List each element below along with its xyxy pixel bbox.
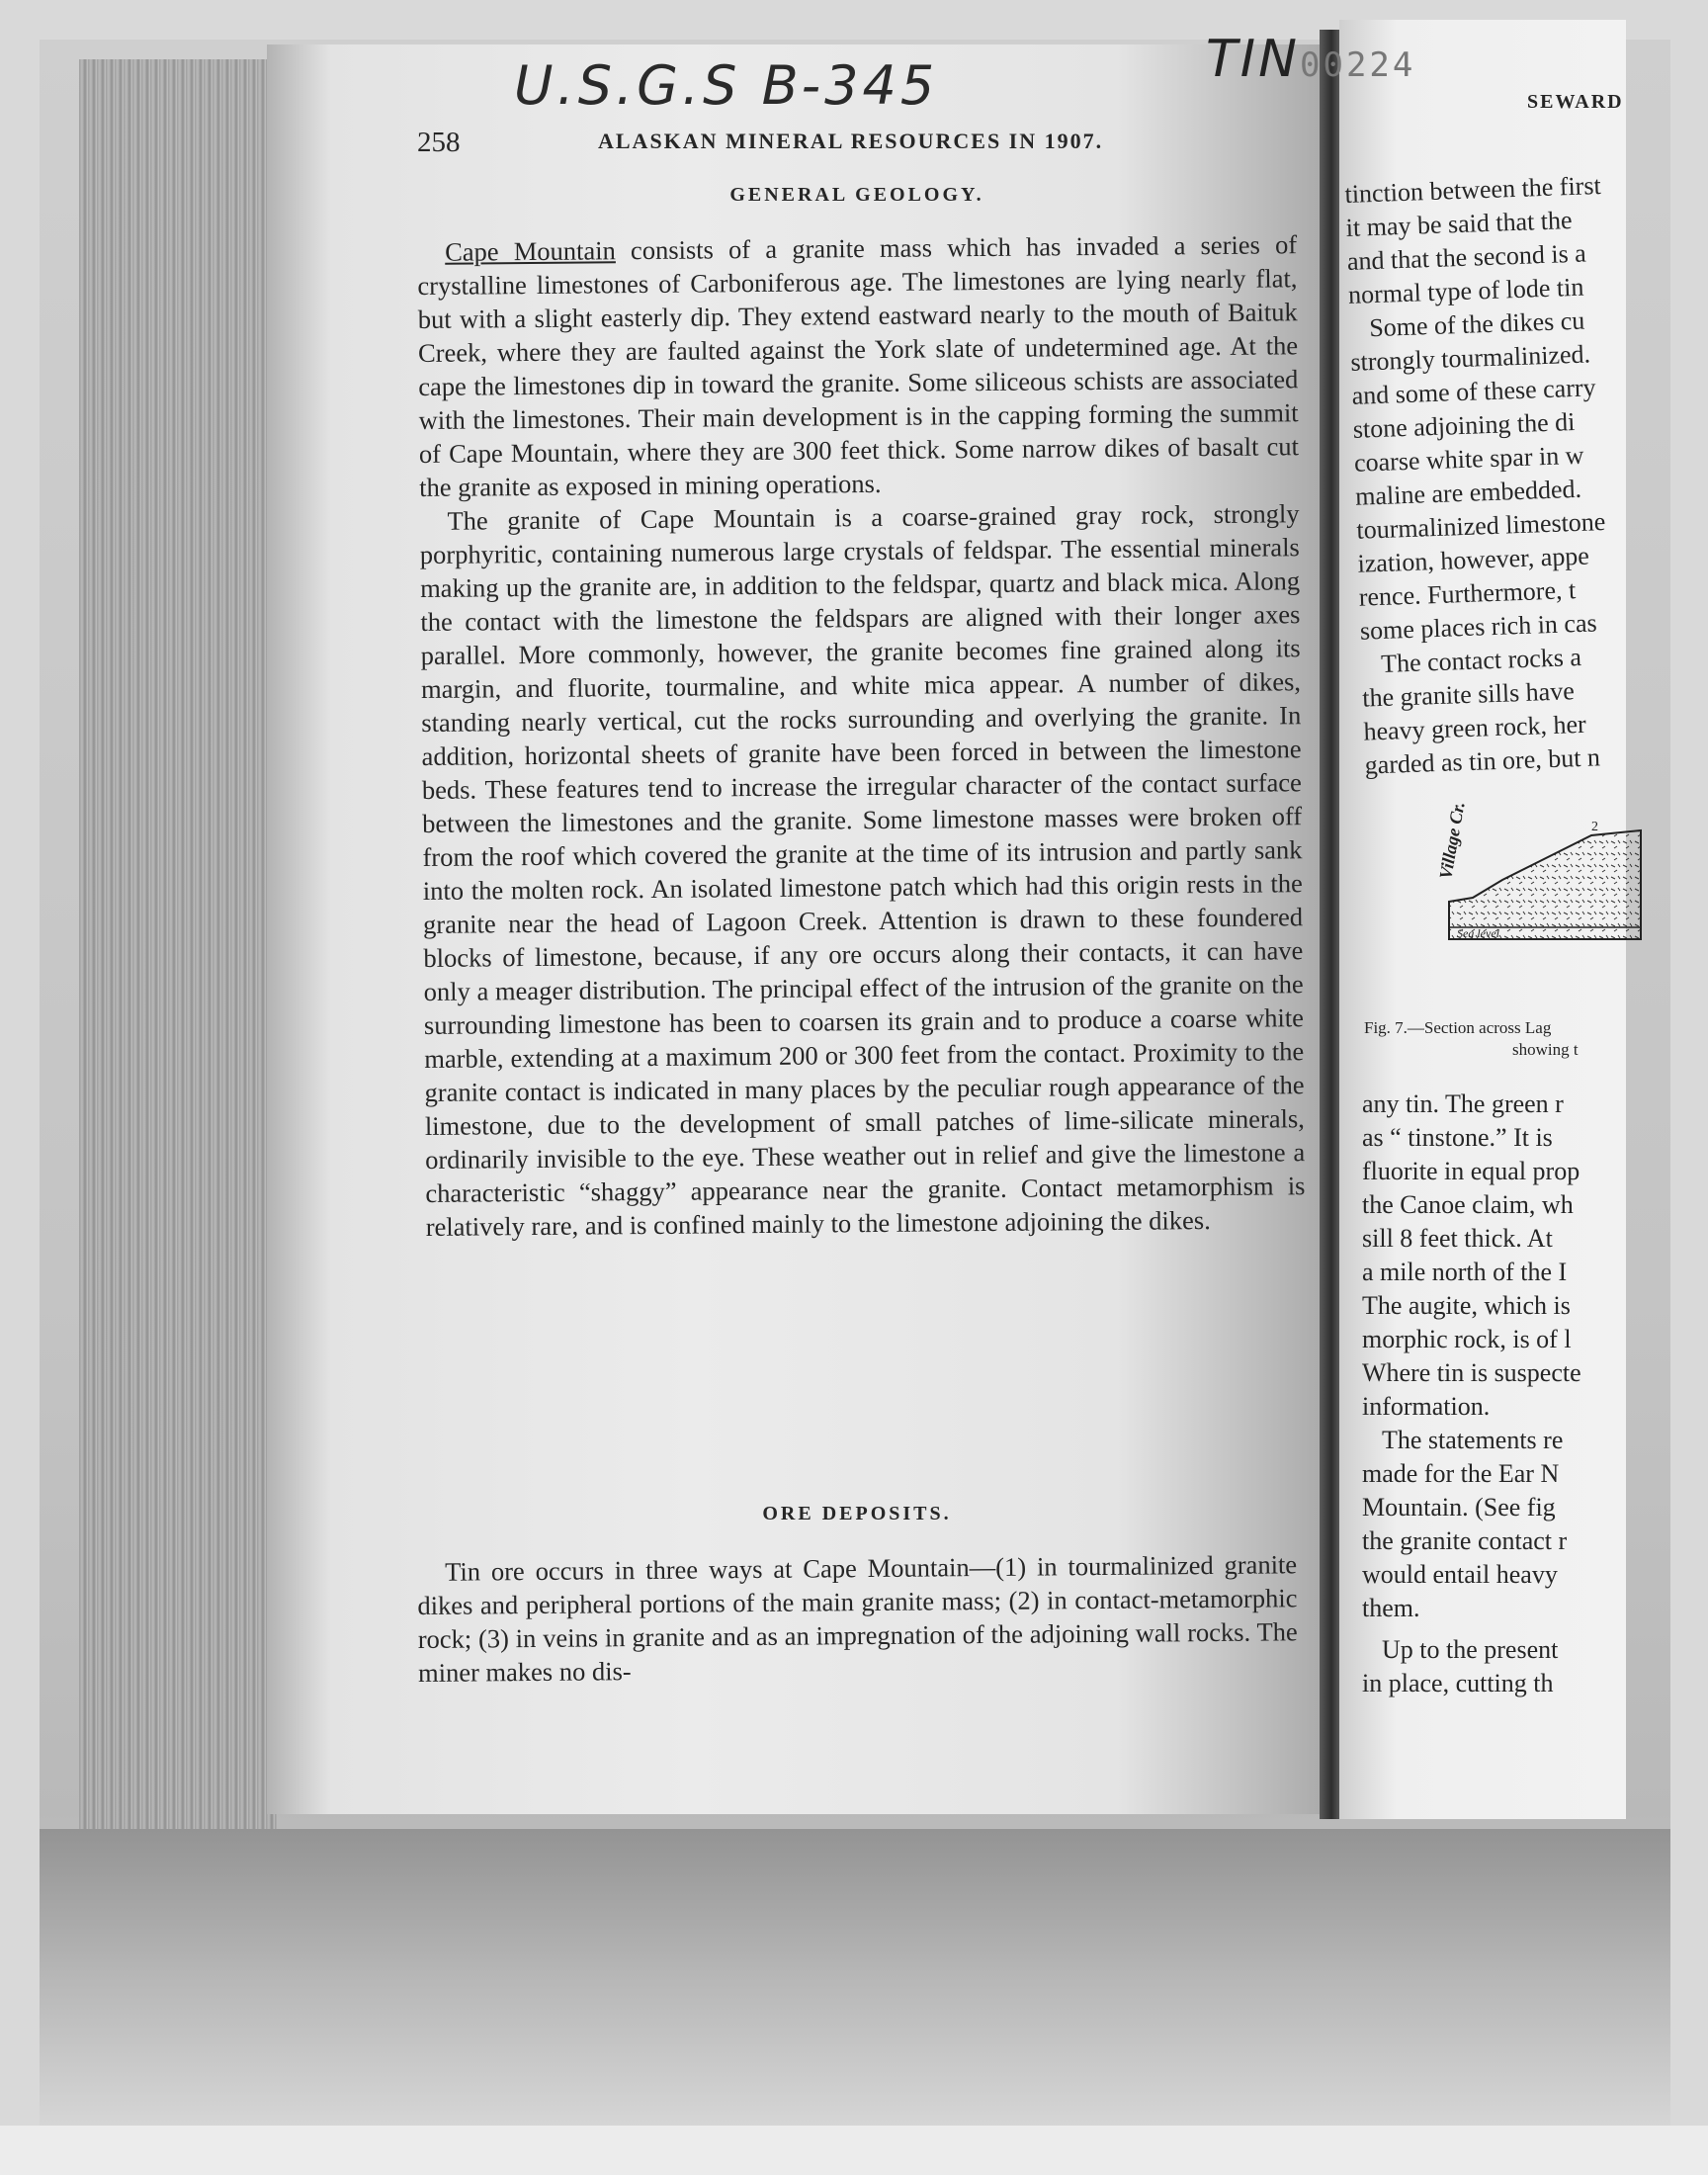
text-line: ization, however, appe (1357, 541, 1590, 578)
text-line: made for the Ear N (1362, 1459, 1560, 1488)
handwritten-note: U.S.G.S B-345 (514, 54, 939, 117)
document-stamp (1206, 30, 1415, 89)
text-line: Mountain. (See fig (1362, 1493, 1556, 1522)
text-line: fluorite in equal prop (1362, 1157, 1580, 1185)
scan-margin (0, 2126, 1708, 2175)
text-line: and that the second is a (1346, 238, 1587, 276)
text-line: as “ tinstone.” It is (1362, 1123, 1553, 1152)
running-head: ALASKAN MINERAL RESOURCES IN 1907. (598, 129, 1104, 153)
section-point-label: 2 (1591, 820, 1598, 834)
sea-level-label: Sea level (1457, 926, 1499, 940)
text-line: some places rich in cas (1359, 608, 1598, 646)
right-running-head: SEWARD (1527, 91, 1624, 113)
creek-label: Village Cr. (1435, 800, 1469, 881)
right-page-text-top (1344, 166, 1691, 782)
ore-deposits-text (417, 1547, 1298, 1690)
text-line: sill 8 feet thick. At (1362, 1224, 1553, 1253)
text-line: a mile north of the I (1362, 1258, 1568, 1286)
paragraph-text: Tin ore occurs in three ways at Cape Mountain—(1) in tourmalinized granite dikes and peripheral portions of the main granite mass; (2) in contact-metamorphic rock; (3) in veins in granite and as an impregnation of the adjoining wall rocks. The miner makes no dis- (417, 1549, 1298, 1688)
text-line: heavy green rock, her (1363, 709, 1587, 746)
text-line: Up to the present (1382, 1635, 1559, 1664)
text-line: them. (1362, 1594, 1420, 1622)
stamp-number: 00224 (1300, 45, 1416, 85)
section-heading-ore-deposits: ORE DEPOSITS. (762, 1503, 952, 1524)
text-line: the granite sills have (1361, 676, 1576, 713)
text-line: Some of the dikes cu (1368, 305, 1585, 343)
text-line: The statements re (1382, 1426, 1564, 1454)
stamp-prefix: TIN (1206, 30, 1300, 89)
section-heading-general-geology: GENERAL GEOLOGY. (729, 184, 984, 206)
figure-caption (1364, 1018, 1626, 1062)
text-line: strongly tourmalinized. (1350, 339, 1591, 377)
right-page-text-bottom (1362, 1088, 1688, 1700)
page-number: 258 (417, 127, 461, 158)
text-line: information. (1362, 1392, 1491, 1421)
paragraph (419, 496, 1305, 1244)
text-line: The contact rocks a (1380, 642, 1582, 678)
caption-line: showing t (1512, 1040, 1579, 1059)
scanner-shadow (40, 1829, 1670, 2126)
text-line: garded as tin ore, but n (1364, 742, 1601, 780)
text-line: maline are embedded. (1354, 474, 1582, 511)
paragraph (417, 1547, 1298, 1690)
text-line: The augite, which is (1362, 1291, 1571, 1320)
text-line: tinction between the first (1344, 170, 1602, 209)
text-line: Where tin is suspecte (1362, 1358, 1581, 1387)
book-page-edges (79, 59, 277, 1829)
text-line: in place, cutting th (1362, 1669, 1554, 1697)
granite-section-shape (1449, 830, 1641, 939)
text-line: normal type of lode tin (1347, 272, 1584, 309)
text-line: the granite contact r (1362, 1526, 1568, 1555)
text-line: and some of these carry (1351, 373, 1596, 410)
caption-line: Fig. 7.—Section across Lag (1364, 1018, 1552, 1037)
text-line: any tin. The green r (1362, 1089, 1564, 1118)
text-line: tourmalinized limestone (1355, 506, 1606, 545)
paragraph-lead-term: Cape Mountain (445, 235, 616, 267)
paragraph-text: The granite of Cape Mountain is a coarse-grained gray rock, strongly porphyritic, containing numerous large crystals of feldspar. The essential minerals making up the granite are, in addition to the feldspar, quartz and black mica. Along the contact with the limestone the feldspars are aligned with their longer axes parallel. More commonly, however, the granite becomes fine grained along its margin, and fluorite, tourmaline, and white mica appear. A number of dikes, standing nearly vertical, cut the rocks surrounding and overlying the granite. In addition, horizontal sheets of granite have been forced in between the limestone beds. These features tend to increase the irregular character of the contact surface between the limestones and the granite. Some limestone masses were broken off from the roof which covered the granite at the time of its intrusion and partly sank into the molten rock. An isolated limestone patch which had this origin rests in the granite near the head of Lagoon Creek. Attention is drawn to these foundered blocks of limestone, because, if any ore occurs along their contacts, it can have only a meager distribution. The principal effect of the intrusion of the granite on the surrounding limestone has been to coarsen its grain and to produce a coarse white marble, extending at a maximum 200 or 300 feet from the contact. Proximity to the granite contact is indicated in many places by the peculiar rough appearance of the limestone, due to the development of small patches of lime-silicate minerals, ordinarily invisible to the eye. These weather out in relief and give the limestone a characteristic “shaggy” appearance near the granite. Contact metamorphism is relatively rare, and is confined mainly to the limestone adjoining the dikes. (419, 498, 1306, 1242)
text-line: coarse white spar in w (1353, 440, 1584, 478)
text-line: morphic rock, is of l (1362, 1325, 1572, 1353)
text-line: stone adjoining the di (1352, 407, 1576, 444)
geologic-section-figure (1435, 791, 1641, 989)
paragraph (417, 227, 1299, 504)
general-geology-text (417, 227, 1306, 1244)
text-line: would entail heavy (1362, 1560, 1558, 1589)
text-line: it may be said that the (1345, 205, 1574, 242)
paragraph-text: consists of a granite mass which has invaded a series of crystalline limestones of Carboniferous age. The limestones are lying nearly flat, but with a slight easterly dip. They extend eastward nearly to the mouth of Baituk Creek, where they are faulted against the York slate of undetermined age. At the cape the limestones dip in toward the granite. Some siliceous schists are associated with the limestones. Their main development is in the capping forming the summit of Cape Mountain, where they are 300 feet thick. Some narrow dikes of basalt cut the granite as exposed in mining operations. (417, 229, 1300, 502)
text-line: the Canoe claim, wh (1362, 1190, 1574, 1219)
text-line: rence. Furthermore, t (1358, 575, 1577, 612)
